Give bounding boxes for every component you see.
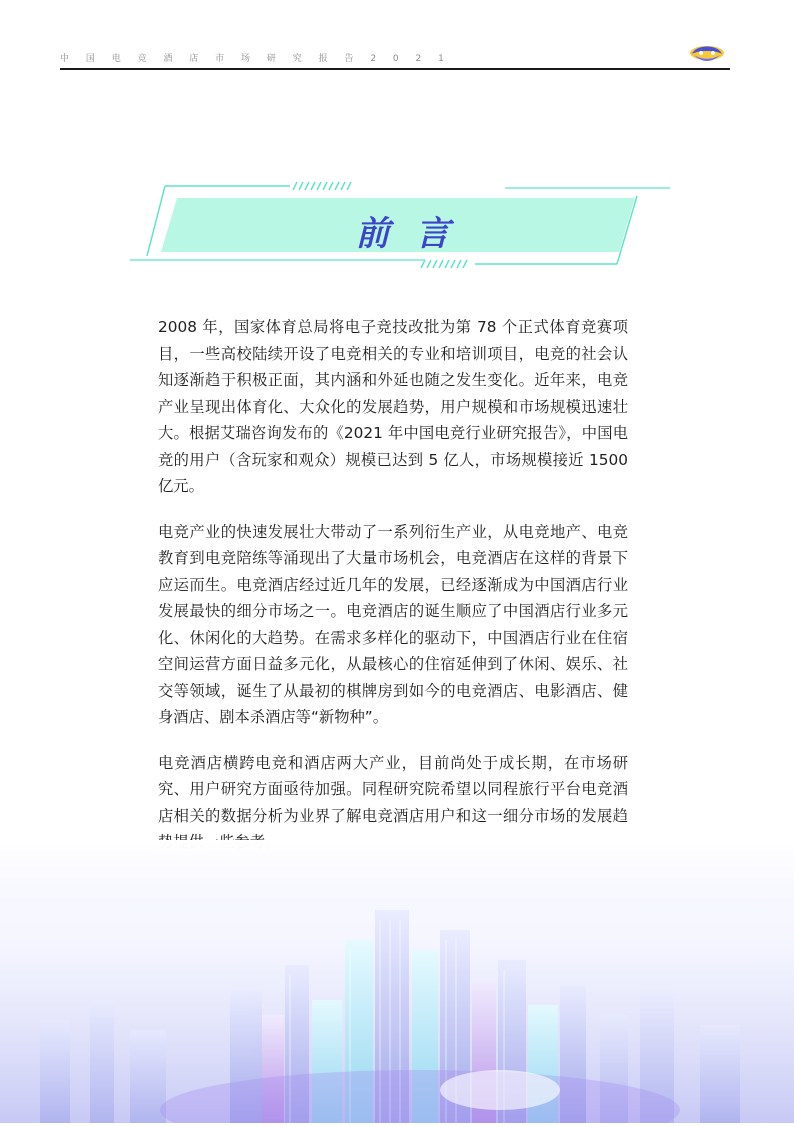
city-skyline-illustration (0, 840, 794, 1123)
section-banner (125, 176, 680, 276)
banner-title: 前言 (355, 214, 476, 254)
paragraph-3: 电竞酒店横跨电竞和酒店两大产业，目前尚处于成长期，在市场研究、用户研究方面亟待加强。同程研究院希望以同程旅行平台电竞酒店相关的数据分析为业界了解电竞酒店用户和这一细分市场的发展趋 (158, 753, 628, 825)
header-title: 中 国 电 竞 酒 店 市 场 研 究 报 告 2 0 2 1 (60, 54, 451, 64)
paragraph-1: 2008 年，国家体育总局将电子竞技改批为第 78 个正式体育竞赛项目，一些高校陆续开设了电竞相关的专业和培训项目，电竞的社会认知逐渐趋于积极正面，其内涵和外延也随之发生变化。近年来，电竞产业呈现出体育化、大众化的发展趋势，用户规模和市场规模迅速壮大。根据艾瑞咨询发布的《2021 年中国电竞行业研究报告》，中国电竞的用户（含玩家和观众）规模已达到 5 亿人，市场规模接近 1500 亿元。 (158, 318, 628, 495)
paragraph-2: 电竞产业的快速发展壮大带动了一系列衍生产业，从电竞地产、电竞教育到电竞陪练等涌现出了大量市场机会，电竞酒店在这样的背景下应运而生。电竞酒店经过近几年的发展，已经逐渐成为中国酒店行业发展最快的细分市场之一。电竞酒店的诞生顺应了中国酒店行业多元化、休闲化的大趋势。在需求多样化的驱动下，中国酒店行业在住宿空间运营方面日益多元化，从最核心的住宿延伸到了休闲、娱乐、社交等领域，诞生了从最初的棋牌房到如今的电竞酒店、电影酒店、健身酒店、剧本杀酒店等“新物种”。 (158, 522, 628, 726)
brand-logo-icon (686, 40, 728, 66)
body-text (158, 314, 628, 875)
header-rule (60, 68, 730, 70)
